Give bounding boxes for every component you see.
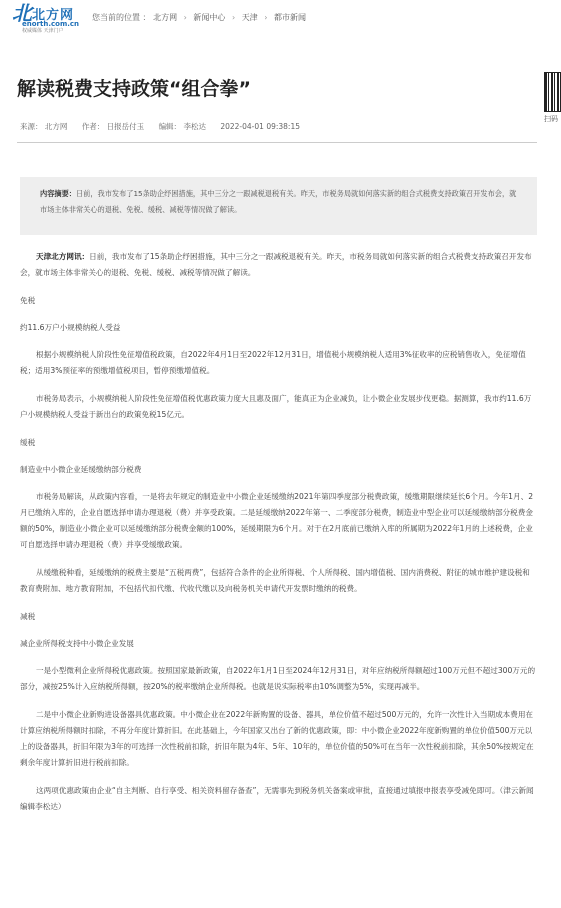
logo-mark-icon: 北 [12,1,32,25]
breadcrumb-news-center[interactable]: 新闻中心 [193,13,226,22]
qr-code-icon [544,72,561,112]
lead-text: 日前，我市发布了15条助企纾困措施，其中三分之一跟减税退税有关。昨天，市税务局就如何落实新的组合式税费支持政策召开发布会，就市场主体非常关心的退税、免税、缓税、减税等情况做了解读。 [20,252,532,277]
article-source: 来源： 北方网 [20,122,68,131]
article-meta [20,121,312,132]
site-header [0,0,561,34]
section-subheading: 减企业所得税支持中小微企业发展 [20,639,134,648]
article-time: 2022-04-01 09:38:15 [220,122,300,131]
lead-label: 天津北方网讯： [36,252,90,261]
lead-paragraph [20,249,537,281]
summary-text: 日前，我市发布了15条助企纾困措施，其中三分之一跟减税退税有关。昨天，市税务局就如何落实新的组合式税费支持政策召开发布会，就市场主体非常关心的退税、免税、缓税、减税等情况做了解读。 [40,189,517,214]
section-subheading: 制造业中小微企业延缓缴纳部分税费 [20,465,142,474]
paragraph: 市税务局表示，小规模纳税人阶段性免征增值税优惠政策力度大且惠及面广，能真正为企业减负，让小微企业发展步伐更稳。据测算，我市约11.6万户小规模纳税人受益于新出台的政策免税15亿元。 [20,394,532,419]
article-author: 作者： 日报岳付玉 [81,122,145,131]
logo-slogan: 权威媒体 天津门户 [22,28,64,34]
site-logo[interactable] [12,1,80,34]
paragraph: 一是小型微利企业所得税优惠政策。按照国家最新政策，自2022年1月1日至2024年12月31日，对年应纳税所得额超过100万元但不超过300万元的部分，减按25%计入应纳税所得额，按20%的税率缴纳企业所得税。也就是说实际税率由10%调整为5%，实现再减半。 [20,666,536,691]
title-divider [17,142,537,143]
location-label: 您当前的位置 ： [92,13,151,22]
breadcrumb-tianjin[interactable]: 天津 [241,13,258,22]
qr-label: 扫码 [544,115,558,123]
breadcrumb [92,12,306,23]
chevron-right-icon: › [183,13,187,22]
paragraph: 根据小规模纳税人阶段性免征增值税政策，自2022年4月1日至2022年12月31日，增值税小规模纳税人适用3%征收率的应税销售收入，免征增值税；适用3%预征率的预缴增值税项目，暂停预缴增值税。 [20,350,526,375]
content-summary [20,177,537,235]
chevron-right-icon: › [231,13,236,22]
article-title: 解读税费支持政策“组合拳” [17,78,251,100]
qr-code[interactable] [544,72,561,122]
paragraph: 二是中小微企业新购进设备器具优惠政策。中小微企业在2022年新购置的设备、器具，单位价值不超过500万元的，允许一次性计入当期成本费用在计算应纳税所得额时扣除，不再分年度计算折旧。在此基础上，今年国家又出台了新的优惠政策，即：中小微企业2022年度新购置的单位价值500万元以上的设备器具，折旧年限为3年的可选择一次性税前扣除，折旧年限为4年、5年、10年的，单位价值的50%可在当年一次性税前扣除，其余50%按规定在剩余年度计算折旧进行税前扣除。 [20,710,534,767]
logo-text: 北方网 [32,8,75,23]
summary-label: 内容摘要： [40,189,76,198]
article-editor: 编辑： 李松达 [158,122,206,131]
paragraph: 这两项优惠政策由企业“自主判断、自行享受、相关资料留存备查”，无需事先到税务机关备案或审批，直接通过填报申报表享受减免即可。（津云新闻编辑李松达） [20,786,534,811]
paragraph: 从缓缴税种看，延缓缴纳的税费主要是“五税两费”，包括符合条件的企业所得税、个人所得税、国内增值税、国内消费税、附征的城市维护建设税和教育费附加、地方教育附加，不包括代扣代缴、代收代缴以及向税务机关申请代开发票时缴纳的税费。 [20,568,530,593]
breadcrumb-home[interactable]: 北方网 [153,13,178,22]
logo-url: enorth.com.cn [22,20,80,28]
chevron-right-icon: › [264,13,268,22]
breadcrumb-city-news[interactable]: 都市新闻 [273,13,306,22]
section-heading: 减税 [20,612,36,621]
section-heading: 免税 [20,296,36,305]
article-body [20,249,537,827]
section-heading: 缓税 [20,438,36,447]
paragraph: 市税务局解读，从政策内容看，一是将去年规定的制造业中小微企业延缓缴纳2021年第四季度部分税费政策，缓缴期限继续延长6个月。今年1月、2月已缴纳入库的，企业自愿选择申请办理退税（费）并享受政策。二是延缓缴纳2022年第一、二季度部分税费，制造业中型企业可以延缓缴纳部分税费金额的50%，制造业小微企业可以延缓缴纳部分税费金额的100%，延缓期限为6个月。对于在2月底前已缴纳入库的所属期为2022年1月的上述税费，企业可自愿选择申请办理退税（费）并享受缓缴政策。 [20,492,534,549]
section-subheading: 约11.6万户小规模纳税人受益 [20,323,121,332]
